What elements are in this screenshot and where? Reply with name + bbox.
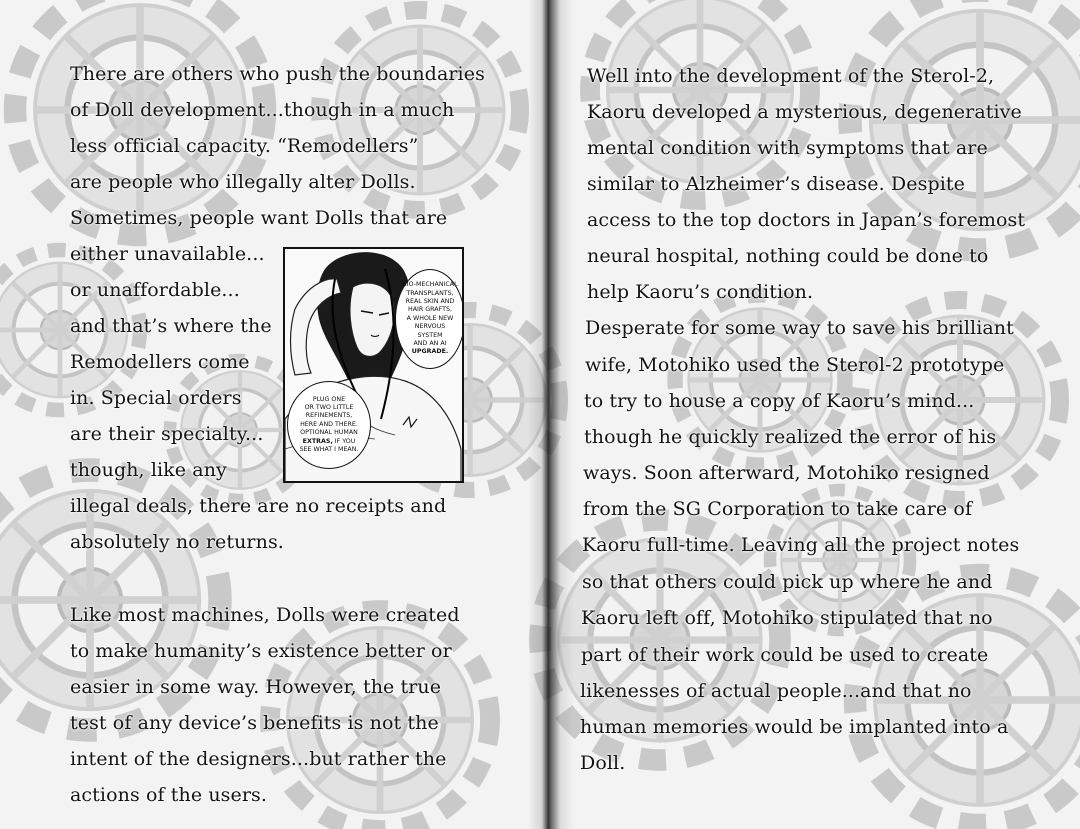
bubble-text-line: SYSTEM	[417, 331, 443, 339]
text-line: intent of the designers...but rather the	[70, 748, 447, 770]
text-line: and that’s where the	[70, 315, 272, 337]
bubble-text-line: NERVOUS	[414, 323, 446, 331]
text-line: Like most machines, Dolls were created	[70, 604, 460, 626]
text-line: absolutely no returns.	[70, 531, 284, 553]
text-line: from the SG Corporation to take care of	[583, 498, 973, 520]
bubble-text-line: REFINEMENTS,	[305, 412, 353, 420]
text-line: to make humanity’s existence better or	[70, 640, 452, 662]
text-line: Sometimes, people want Dolls that are	[70, 207, 448, 229]
text-line: actions of the users.	[70, 784, 268, 806]
text-line: Kaoru full-time. Leaving all the project notes	[582, 534, 1020, 556]
text-line: There are others who push the boundaries	[70, 63, 485, 85]
bubble-text-line: BIO-MECHANICAL	[402, 281, 458, 289]
text-line: are people who illegally alter Dolls.	[70, 171, 416, 193]
text-line: part of their work could be used to create	[581, 644, 989, 666]
text-line: human memories would be implanted into a	[580, 716, 1009, 738]
text-line: so that others could pick up where he and	[582, 571, 993, 593]
bubble-text-line: TRANSPLANTS,	[406, 289, 454, 297]
text-line: neural hospital, nothing could be done to	[587, 245, 989, 267]
text-line: likenesses of actual people...and that no	[580, 680, 972, 702]
bubble-text-line: AND AN AI	[413, 340, 447, 348]
text-line: Kaoru developed a mysterious, degenerative	[587, 101, 1022, 123]
text-line: illegal deals, there are no receipts and	[70, 495, 447, 517]
text-line: Kaoru left off, Motohiko stipulated that no	[581, 607, 993, 629]
bubble-text-fragment: IF YOU	[334, 437, 356, 445]
text-line: Desperate for some way to save his brilliant	[585, 317, 1014, 339]
text-line: less official capacity. “Remodellers”	[70, 135, 419, 157]
bubble-emphasis-text: UPGRADE.	[411, 348, 449, 356]
text-line: or unaffordable...	[70, 279, 240, 301]
bubble-text-line: PLUG ONE	[312, 395, 346, 403]
text-line: in. Special orders	[70, 387, 242, 409]
manga-panel	[283, 247, 464, 483]
bubble-text-line: A WHOLE NEW	[406, 314, 454, 322]
right-page-text	[580, 0, 1026, 829]
speech-bubble-bottom	[287, 381, 371, 469]
text-line: Doll.	[580, 752, 626, 774]
text-line: Well into the development of the Sterol-2,	[587, 65, 995, 87]
text-line: easier in some way. However, the true	[70, 676, 442, 698]
bubble-text-line: HAIR GRAFTS,	[408, 306, 452, 314]
text-line: test of any device’s benefits is not the	[70, 712, 439, 734]
speech-bubble-top	[395, 269, 464, 369]
text-line: Remodellers come	[70, 351, 250, 373]
book-gutter-shadow	[528, 0, 574, 829]
text-line: help Kaoru’s condition.	[587, 281, 814, 303]
bubble-text-line: HERE AND THERE.	[300, 420, 358, 428]
text-line: though, like any	[70, 459, 227, 481]
bubble-text-line: OPTIONAL HUMAN	[300, 429, 358, 437]
text-line: though he quickly realized the error of his	[584, 426, 997, 448]
text-line: either unavailable...	[70, 243, 265, 265]
bubble-text-line: REAL SKIN AND	[405, 297, 455, 305]
text-line: are their specialty...	[70, 423, 264, 445]
text-line: wife, Motohiko used the Sterol-2 prototype	[585, 354, 1005, 376]
bubble-emphasis-text: EXTRAS,	[302, 437, 333, 445]
text-line: similar to Alzheimer’s disease. Despite	[587, 173, 965, 195]
bubble-text-line	[412, 348, 449, 356]
text-line: ways. Soon afterward, Motohiko resigned	[583, 462, 990, 484]
text-line: mental condition with symptoms that are	[587, 137, 988, 159]
text-line: to try to house a copy of Kaoru’s mind...	[584, 390, 975, 412]
bubble-text-line	[303, 438, 356, 446]
bubble-text-line: SEE WHAT I MEAN.	[299, 446, 359, 454]
bubble-text-line: OR TWO LITTLE	[304, 403, 354, 411]
text-line: of Doll development...though in a much	[70, 99, 455, 121]
text-line: access to the top doctors in Japan’s foremost	[587, 209, 1026, 231]
